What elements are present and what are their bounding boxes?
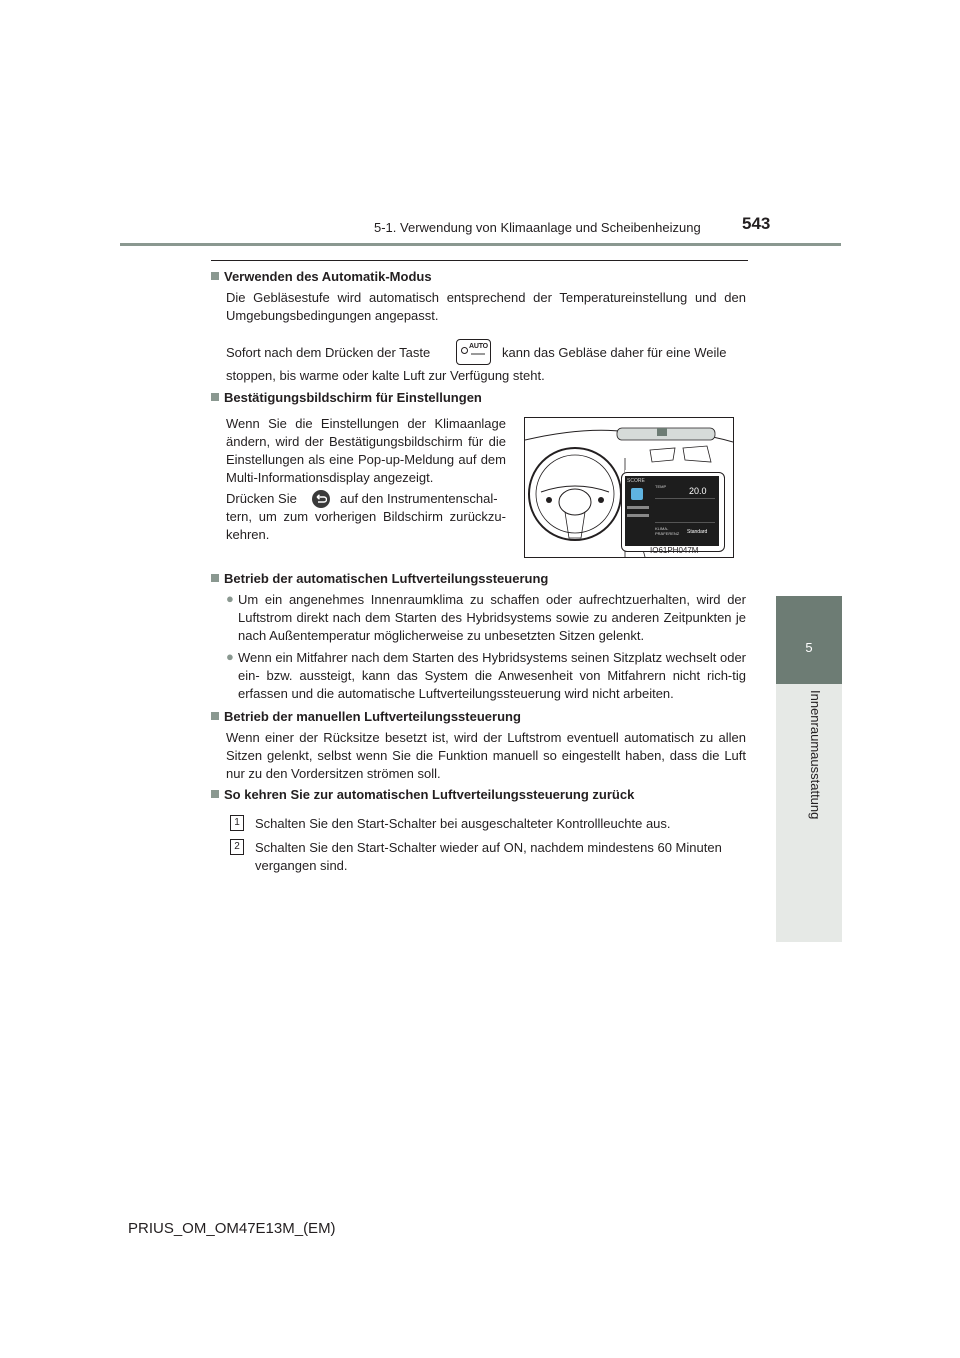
display-score: SCORE xyxy=(627,478,645,484)
display-temp-label: TEMP xyxy=(655,484,667,489)
auto-button-subline xyxy=(471,353,485,355)
display-standard: Standard xyxy=(687,529,708,535)
round-bullet-icon: ● xyxy=(226,649,234,664)
step-text-2: Schalten Sie den Start-Schalter wieder auf ON, nachdem mindestens 60 Minuten vergangen sind. xyxy=(255,840,722,873)
display-divider xyxy=(655,522,715,523)
step-number-2: 2 xyxy=(230,839,244,855)
auto-button-icon xyxy=(456,339,491,365)
display-temp-value: 20.0 xyxy=(689,486,707,496)
header-rule xyxy=(120,243,841,246)
fan-icon xyxy=(631,488,643,500)
multi-info-display xyxy=(625,476,719,546)
confirm-screen-paragraph: Wenn Sie die Einstellungen der Klimaanlage ändern, wird der Bestätigungsbildschirm für die Einstellungen als eine Pop-up-Meldung auf dem Multi-Informationsdisplay angezeigt. xyxy=(226,416,506,485)
display-bar xyxy=(627,506,649,509)
manual-distribution-paragraph: Wenn einer der Rücksitze besetzt ist, wird der Luftstrom eventuell automatisch zu allen Sitzen gelenkt, selbst wenn Sie die Funktion manuell so eingestellt haben, dass die Luft nur zu den Vordersitzen strömen soll. xyxy=(226,730,746,781)
illustration-code: IO61PH047M xyxy=(650,546,699,555)
section-heading-auto-mode: Verwenden des Automatik-Modus xyxy=(211,269,432,284)
chapter-title: 5-1. Verwendung von Klimaanlage und Scheibenheizung xyxy=(374,220,701,235)
section-heading-return-auto: So kehren Sie zur automatischen Luftverteilungssteuerung zurück xyxy=(211,787,634,802)
section-heading-confirm-screen: Bestätigungsbildschirm für Einstellungen xyxy=(211,390,482,405)
chapter-tab-label: Innenraumausstattung xyxy=(808,690,823,820)
display-klima: KLIMA- xyxy=(655,526,669,531)
round-bullet-icon: ● xyxy=(226,591,234,606)
step-text-1: Schalten Sie den Start-Schalter bei ausgeschalteter Kontrollleuchte aus. xyxy=(255,816,671,831)
auto-mode-text-c: stoppen, bis warme oder kalte Luft zur Verfügung steht. xyxy=(226,368,545,383)
display-divider xyxy=(655,498,715,499)
document-id: PRIUS_OM_OM47E13M_(EM) xyxy=(128,1220,336,1237)
dashboard-illustration xyxy=(524,417,734,558)
auto-mode-text-b: kann das Gebläse daher für eine Weile xyxy=(502,345,727,360)
section-heading-manual-distribution: Betrieb der manuellen Luftverteilungssteuerung xyxy=(211,709,521,724)
confirm-screen-text-c: tern, um zum vorherigen Bildschirm zurückzu-kehren. xyxy=(226,509,506,542)
indicator-dot-icon xyxy=(461,347,468,354)
display-bar xyxy=(627,514,649,517)
back-button-icon xyxy=(312,490,330,508)
confirm-screen-text-b: auf den Instrumentenschal- xyxy=(340,491,498,506)
display-praeferenz: PRÄFERENZ xyxy=(655,531,680,536)
square-bullet-icon xyxy=(211,790,219,798)
auto-button-label: AUTO xyxy=(469,343,488,350)
square-bullet-icon xyxy=(211,272,219,280)
page-number: 543 xyxy=(742,214,771,233)
square-bullet-icon xyxy=(211,393,219,401)
auto-distribution-bullet-2: Wenn ein Mitfahrer nach dem Starten des Hybridsystems seinen Sitzplatz wechselt oder ein- bzw. aussteigt, kann das System die Anwesenheit von Mitfahrern nicht rich-tig erfassen und die automatische Luftverteilungssteuerung wird nicht arbeiten. xyxy=(238,650,746,701)
square-bullet-icon xyxy=(211,574,219,582)
square-bullet-icon xyxy=(211,712,219,720)
confirm-screen-text-a: Drücken Sie xyxy=(226,491,297,506)
auto-mode-paragraph: Die Gebläsestufe wird automatisch entsprechend der Temperatureinstellung und den Umgebungsbedingungen angepasst. xyxy=(226,290,746,323)
auto-mode-text-a: Sofort nach dem Drücken der Taste xyxy=(226,345,431,360)
section-top-rule xyxy=(211,260,748,261)
chapter-tab-number: 5 xyxy=(805,640,813,655)
section-heading-auto-distribution: Betrieb der automatischen Luftverteilungssteuerung xyxy=(211,571,548,586)
auto-distribution-bullet-1: Um ein angenehmes Innenraumklima zu schaffen oder aufrechtzuerhalten, wird der Luftstrom direkt nach dem Starten des Hybridsystems sowie zu anderen Zeitpunkten je nach Außentemperatur möglicherweise zu unbesetzten Sitzen gelenkt. xyxy=(238,592,746,643)
step-number-1: 1 xyxy=(230,815,244,831)
